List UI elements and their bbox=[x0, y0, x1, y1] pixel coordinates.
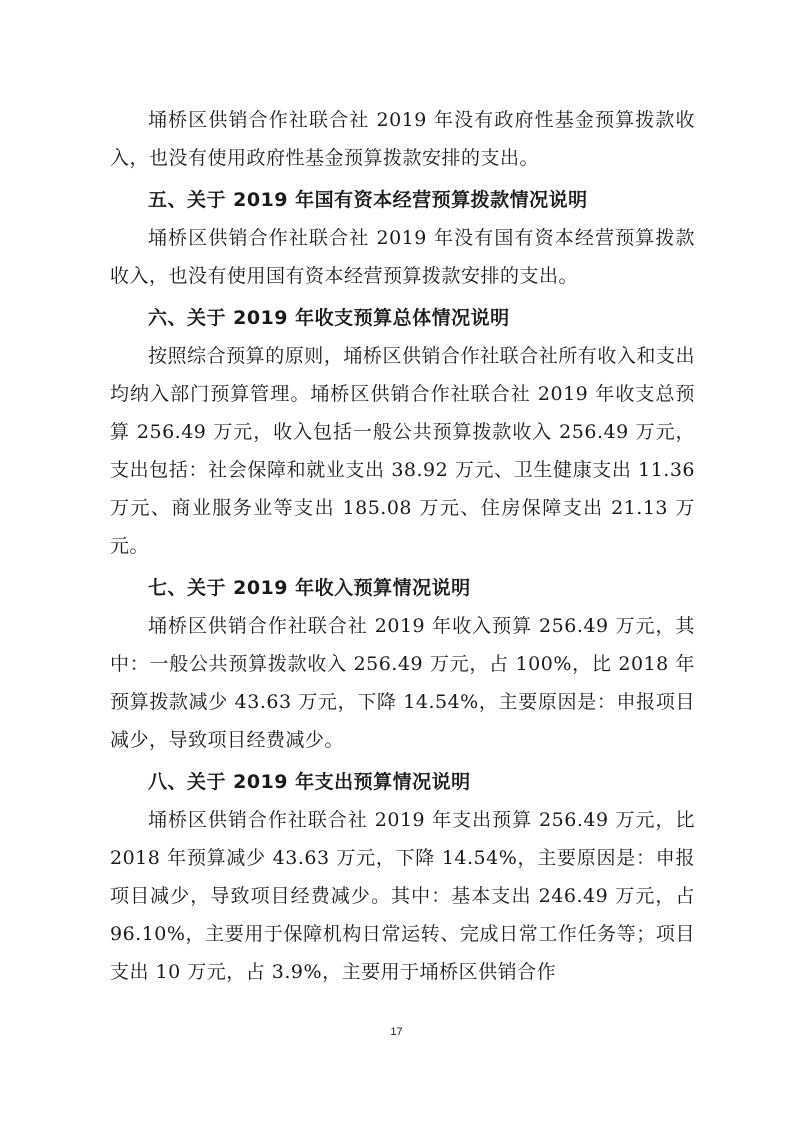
section-heading-6: 六、关于 2019 年收支预算总体情况说明 bbox=[148, 307, 510, 329]
paragraph-expenditure-budget: 埇桥区供销合作社联合社 2019 年支出预算 256.49 万元，比 2018 年预算减少 43.63 万元，下降 14.54%，主要原因是：申报项目减少，导致项目经费减少。其中：基本支出 246.49 万元，占 96.10%，主要用于保障机构日常运转、完成日常工作任务等；项目支出 10 万元，占 3.9%，主要用于埇桥区供销合作 bbox=[110, 809, 695, 983]
section-heading-5: 五、关于 2019 年国有资本经营预算拨款情况说明 bbox=[148, 189, 588, 211]
paragraph-government-fund: 埇桥区供销合作社联合社 2019 年没有政府性基金预算拨款收入，也没有使用政府性基金预算拨款安排的支出。 bbox=[110, 109, 695, 169]
section-heading-8: 八、关于 2019 年支出预算情况说明 bbox=[148, 771, 471, 793]
paragraph-state-capital: 埇桥区供销合作社联合社 2019 年没有国有资本经营预算拨款收入，也没有使用国有资本经营预算拨款安排的支出。 bbox=[110, 227, 695, 287]
paragraph-overall-budget: 按照综合预算的原则，埇桥区供销合作社联合社所有收入和支出均纳入部门预算管理。埇桥区供销合作社联合社 2019 年收支总预算 256.49 万元，收入包括一般公共预算拨款收入 256.49 万元，支出包括：社会保障和就业支出 38.92 万元、卫生健康支出 11.36 万元、商业服务业等支出 185.08 万元、住房保障支出 21.13 万元。 bbox=[110, 345, 695, 557]
page-number: 17 bbox=[390, 1026, 403, 1038]
document-body bbox=[110, 101, 695, 991]
section-heading-7: 七、关于 2019 年收入预算情况说明 bbox=[148, 577, 471, 599]
paragraph-income-budget: 埇桥区供销合作社联合社 2019 年收入预算 256.49 万元，其中：一般公共预算拨款收入 256.49 万元，占 100%，比 2018 年预算拨款减少 43.63 万元，下降 14.54%，主要原因是：申报项目减少，导致项目经费减少。 bbox=[110, 615, 695, 751]
